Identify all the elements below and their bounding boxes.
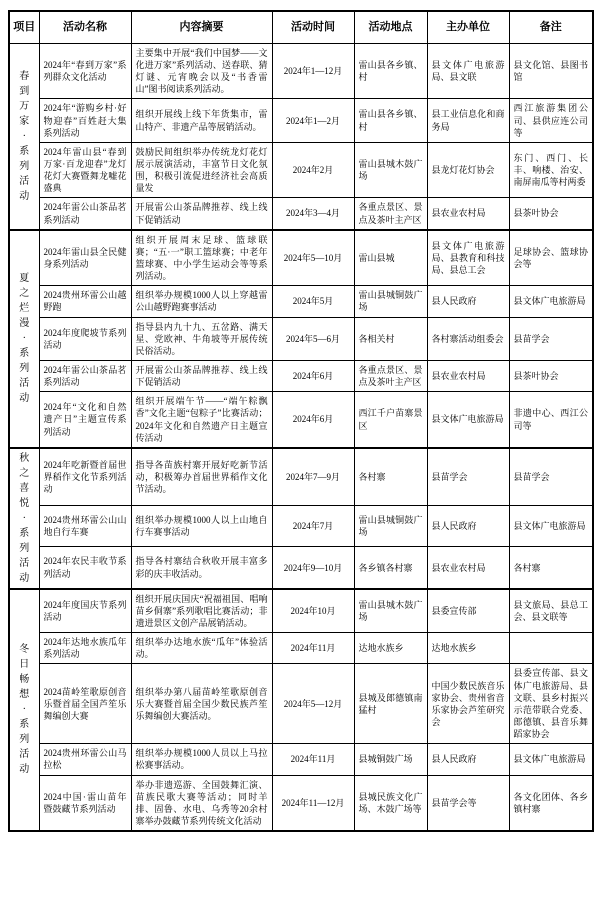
table-row <box>9 547 593 589</box>
cell-organizer: 中国少数民族音乐家协会、贵州省音乐家协会芦笙研究会 <box>427 664 509 744</box>
cell-organizer: 县苗学会等 <box>427 775 509 831</box>
table-row <box>9 142 593 198</box>
cell-time: 2024年1—12月 <box>272 43 354 99</box>
cell-summary: 指导县内九十九、五岔路、满天星、党欧神、牛角坡等开展传统民俗活动。 <box>131 317 272 360</box>
cell-remarks: 县苗学会 <box>509 317 593 360</box>
cell-organizer: 县文体广电旅游局、县教育和科技局、县总工会 <box>427 230 509 286</box>
cell-organizer: 县工业信息化和商务局 <box>427 99 509 142</box>
cell-activity-name: 2024年吃新暨首届世界稻作文化节系列活动 <box>39 448 131 506</box>
cell-location: 县城民族文化广场、木鼓广场等 <box>354 775 427 831</box>
table-row <box>9 664 593 744</box>
cell-location: 雷山县城铜鼓广场 <box>354 286 427 317</box>
col-header-activity-name: 活动名称 <box>39 11 131 43</box>
cell-organizer: 县龙灯花灯协会 <box>427 142 509 198</box>
cell-organizer: 县人民政府 <box>427 286 509 317</box>
cell-activity-name: 2024贵州环雷公山马拉松 <box>39 744 131 775</box>
cell-remarks: 县文化馆、县图书馆 <box>509 43 593 99</box>
cell-activity-name: 2024年雷山县“春到万家·百龙迎春”龙灯花灯大赛暨舞龙嘘花盛典 <box>39 142 131 198</box>
cell-remarks: 县苗学会 <box>509 448 593 506</box>
cell-remarks: 足球协会、篮球协会等 <box>509 230 593 286</box>
cell-time: 2024年9—10月 <box>272 547 354 589</box>
col-header-remarks: 备注 <box>509 11 593 43</box>
cell-time: 2024年5月 <box>272 286 354 317</box>
cell-remarks: 非遗中心、西江公司等 <box>509 392 593 448</box>
table-row <box>9 589 593 633</box>
cell-organizer: 达地水族乡 <box>427 633 509 664</box>
cell-summary: 组织举办规模1000人以上山地自行车赛事活动 <box>131 506 272 547</box>
cell-organizer: 县农业农村局 <box>427 198 509 230</box>
cell-organizer: 各村寨活动组委会 <box>427 317 509 360</box>
cell-project-group-winter <box>9 589 39 831</box>
cell-project-group-spring <box>9 43 39 229</box>
cell-summary: 指导各苗族村寨开展好吃新节活动，积极筹办首届世界稻作文化节活动。 <box>131 448 272 506</box>
table-row <box>9 775 593 831</box>
cell-activity-name: 2024年雷公山茶品茗系列活动 <box>39 360 131 391</box>
cell-summary: 组织开展线上线下年货集市，雷山特产、非遗产品等展销活动。 <box>131 99 272 142</box>
col-header-summary: 内容摘要 <box>131 11 272 43</box>
cell-location: 各村寨 <box>354 448 427 506</box>
cell-remarks: 县茶叶协会 <box>509 198 593 230</box>
cell-activity-name: 2024年雷山县全民健身系列活动 <box>39 230 131 286</box>
cell-activity-name: 2024年度国庆节系列活动 <box>39 589 131 633</box>
project-group-label: 冬日畅想·系列活动 <box>19 644 30 776</box>
table-row <box>9 286 593 317</box>
cell-summary: 举办非遗巡游、全国鼓舞汇演、苗族民歌大赛等活动；同时羊排、固鲁、水电、乌秀等20余村寨举办鼓藏节系列传统文化活动 <box>131 775 272 831</box>
cell-remarks: 县文旅局、县总工会、县文联等 <box>509 589 593 633</box>
cell-summary: 组织举办规模1000人以上穿越雷公山越野跑赛事活动 <box>131 286 272 317</box>
cell-activity-name: 2024苗岭笙歌原创音乐暨首届全国芦笙乐舞编创大赛 <box>39 664 131 744</box>
cell-remarks: 县文体广电旅游局 <box>509 506 593 547</box>
col-header-location: 活动地点 <box>354 11 427 43</box>
cell-time: 2024年5—6月 <box>272 317 354 360</box>
cell-time: 2024年11月 <box>272 744 354 775</box>
header-row <box>9 11 593 43</box>
table-row <box>9 448 593 506</box>
cell-summary: 组织开展庆国庆“祝福祖国、唱响苗乡侗寨”系列歌唱比赛活动；非遗进景区文创产品展销活动。 <box>131 589 272 633</box>
table-row <box>9 230 593 286</box>
cell-remarks: 县文体广电旅游局 <box>509 744 593 775</box>
col-header-organizer: 主办单位 <box>427 11 509 43</box>
table-body <box>9 43 593 831</box>
cell-time: 2024年7—9月 <box>272 448 354 506</box>
cell-remarks: 县委宣传部、县文体广电旅游局、县文联、县乡村振兴示范带联合党委、郎德镇、县音乐舞蹈家协会 <box>509 664 593 744</box>
cell-organizer: 县苗学会 <box>427 448 509 506</box>
cell-organizer: 县委宣传部 <box>427 589 509 633</box>
cell-location: 雷山县城木鼓广场 <box>354 589 427 633</box>
cell-activity-name: 2024年雷公山茶品茗系列活动 <box>39 198 131 230</box>
cell-summary: 主要集中开展“我们中国梦——文化进万家”系列活动、送春联、猜灯谜、元宵晚会以及“书香雷山”图书阅读系列活动。 <box>131 43 272 99</box>
table-row <box>9 633 593 664</box>
project-group-label: 春到万家·系列活动 <box>19 70 30 202</box>
cell-summary: 组织举办达地水族“瓜年”体验活动。 <box>131 633 272 664</box>
cell-remarks: 县茶叶协会 <box>509 360 593 391</box>
cell-remarks: 各文化团体、各乡镇村寨 <box>509 775 593 831</box>
cell-time: 2024年3—4月 <box>272 198 354 230</box>
table-row <box>9 99 593 142</box>
cell-project-group-summer <box>9 230 39 448</box>
table-row <box>9 506 593 547</box>
cell-remarks: 西江旅游集团公司、县供应连公司等 <box>509 99 593 142</box>
project-group-label: 秋之喜悦·系列活动 <box>19 452 30 584</box>
cell-location: 各重点景区、景点及茶叶主产区 <box>354 198 427 230</box>
cell-organizer: 县人民政府 <box>427 744 509 775</box>
cell-activity-name: 2024年“游购乡村·好物迎春”百姓赶大集系列活动 <box>39 99 131 142</box>
cell-activity-name: 2024贵州环雷公山越野跑 <box>39 286 131 317</box>
cell-activity-name: 2024年农民丰收节系列活动 <box>39 547 131 589</box>
cell-location: 雷山县城 <box>354 230 427 286</box>
cell-project-group-autumn <box>9 448 39 589</box>
cell-remarks: 县文体广电旅游局 <box>509 286 593 317</box>
cell-activity-name: 2024年“文化和自然遗产日”主题宣传系列活动 <box>39 392 131 448</box>
cell-summary: 指导各村寨结合秋收开展丰富多彩的庆丰收活动。 <box>131 547 272 589</box>
cell-summary: 鼓励民间组织举办传统龙灯花灯展示展演活动，丰富节日文化氛围，积极引流促进经济社会高质量发 <box>131 142 272 198</box>
cell-time: 2024年5—12月 <box>272 664 354 744</box>
table-row <box>9 198 593 230</box>
cell-location: 县城铜鼓广场 <box>354 744 427 775</box>
cell-time: 2024年7月 <box>272 506 354 547</box>
cell-summary: 组织开展端午节——“端午粽飘香”文化主题“包粽子”比赛活动；2024年文化和自然遗产日主题宣传活动 <box>131 392 272 448</box>
cell-activity-name: 2024年度爬坡节系列活动 <box>39 317 131 360</box>
cell-location: 各乡镇各村寨 <box>354 547 427 589</box>
cell-time: 2024年1—2月 <box>272 99 354 142</box>
cell-location: 雷山县城木鼓广场 <box>354 142 427 198</box>
cell-organizer: 县人民政府 <box>427 506 509 547</box>
table-row <box>9 744 593 775</box>
activities-schedule-table <box>8 10 594 832</box>
table-row <box>9 317 593 360</box>
cell-organizer: 县农业农村局 <box>427 547 509 589</box>
cell-location: 县城及郎德镇南猛村 <box>354 664 427 744</box>
cell-activity-name: 2024年“春到万家”系列群众文化活动 <box>39 43 131 99</box>
cell-organizer: 县文体广电旅游局 <box>427 392 509 448</box>
table-row <box>9 392 593 448</box>
cell-location: 达地水族乡 <box>354 633 427 664</box>
cell-organizer: 县文体广电旅游局、县文联 <box>427 43 509 99</box>
cell-activity-name: 2024中国·雷山苗年暨鼓藏节系列活动 <box>39 775 131 831</box>
cell-activity-name: 2024年达地水族瓜年系列活动 <box>39 633 131 664</box>
cell-activity-name: 2024贵州环雷公山山地自行车赛 <box>39 506 131 547</box>
cell-time: 2024年5—10月 <box>272 230 354 286</box>
col-header-time: 活动时间 <box>272 11 354 43</box>
cell-summary: 组织举办规模1000人员以上马拉松赛事活动。 <box>131 744 272 775</box>
col-header-project: 项目 <box>9 11 39 43</box>
table-header <box>9 11 593 43</box>
table-row <box>9 43 593 99</box>
cell-time: 2024年2月 <box>272 142 354 198</box>
cell-time: 2024年10月 <box>272 589 354 633</box>
cell-remarks: 东门、西门、长丰、响楼、治安、南屏南瓜等村两委 <box>509 142 593 198</box>
cell-remarks <box>509 633 593 664</box>
cell-summary: 组织举办第八届苗岭笙歌原创音乐大赛暨首届全国少数民族芦笙乐舞编创大赛活动。 <box>131 664 272 744</box>
cell-location: 雷山县各乡镇、村 <box>354 43 427 99</box>
table-row <box>9 360 593 391</box>
cell-organizer: 县农业农村局 <box>427 360 509 391</box>
cell-remarks: 各村寨 <box>509 547 593 589</box>
cell-time: 2024年6月 <box>272 392 354 448</box>
cell-location: 西江千户苗寨景区 <box>354 392 427 448</box>
cell-summary: 组织开展周末足球、篮球联赛；“五·一”职工篮球赛；中老年篮球赛、中小学生运动会等等系列活动。 <box>131 230 272 286</box>
cell-time: 2024年6月 <box>272 360 354 391</box>
cell-summary: 开展雷公山茶品牌推荐、线上线下促销活动 <box>131 198 272 230</box>
cell-time: 2024年11月 <box>272 633 354 664</box>
cell-location: 各重点景区、景点及茶叶主产区 <box>354 360 427 391</box>
cell-location: 雷山县各乡镇、村 <box>354 99 427 142</box>
cell-location: 各相关村 <box>354 317 427 360</box>
cell-time: 2024年11—12月 <box>272 775 354 831</box>
project-group-label: 夏之烂漫·系列活动 <box>19 273 30 405</box>
cell-summary: 开展雷公山茶品牌推荐、线上线下促销活动 <box>131 360 272 391</box>
cell-location: 雷山县城铜鼓广场 <box>354 506 427 547</box>
